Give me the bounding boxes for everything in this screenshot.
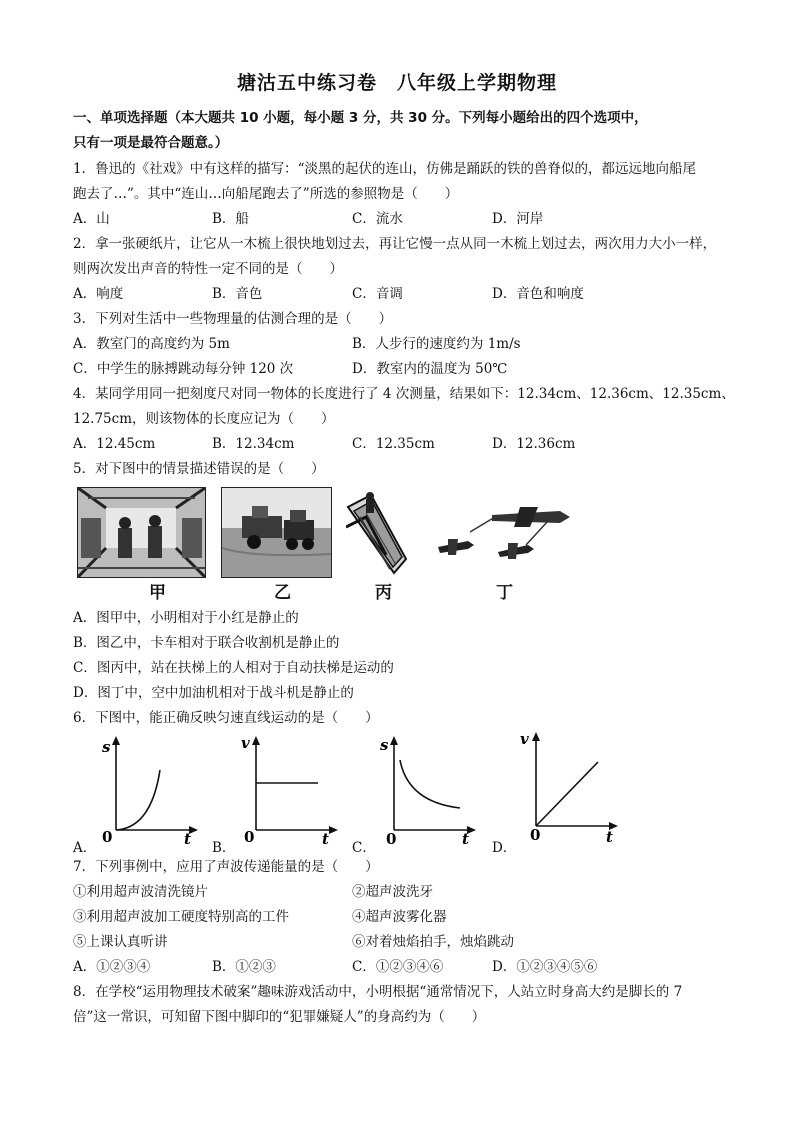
caption-bing: 丙: [375, 583, 392, 603]
q5-option-d: D．图丁中，空中加油机相对于战斗机是静止的: [73, 685, 354, 701]
q6-option-d: D．: [492, 840, 517, 856]
q2-option-b: B．音色: [212, 286, 263, 302]
figure-yi-harvester: [221, 487, 332, 578]
question-1-stem: 1．鲁迅的《社戏》中有这样的描写：“淡黑的起伏的连山，仿佛是踊跃的铁的兽脊似的，都远远地向船尾: [73, 161, 696, 177]
q6-option-b: B．: [212, 840, 236, 856]
q1-option-c: C．流水: [352, 211, 403, 227]
question-1-stem-cont: 跑去了…”。其中“连山…向船尾跑去了”所选的参照物是（ ）: [73, 186, 459, 202]
q7-option-c: C．①②③④⑥: [352, 959, 444, 975]
q3-option-a: A．教室门的高度约为 5m: [73, 336, 230, 352]
caption-jia: 甲: [149, 583, 166, 603]
question-8-stem-cont: 倍”这一常识，可知留下图中脚印的“犯罪嫌疑人”的身高约为（ ）: [73, 1009, 486, 1025]
q6-option-c: C．: [352, 840, 376, 856]
q7-item-5: ⑤上课认真听讲: [73, 934, 168, 950]
q5-option-a: A．图甲中，小明相对于小红是静止的: [73, 610, 299, 626]
q3-option-b: B．人步行的速度约为 1m/s: [352, 336, 521, 352]
graph-b-vt-constant: [236, 730, 341, 845]
q7-option-d: D．①②③④⑤⑥: [492, 959, 598, 975]
q7-item-1: ①利用超声波清洗镜片: [73, 884, 208, 900]
question-3-stem: 3．下列对生活中一些物理量的估测合理的是（ ）: [73, 311, 393, 327]
figure-jia-train-interior: [77, 487, 206, 578]
section-heading-cont: 只有一项是最符合题意。）: [73, 135, 229, 151]
graph-c-y-label: s: [380, 736, 389, 754]
q7-item-2: ②超声波洗牙: [352, 884, 433, 900]
question-2-stem-cont: 则两次发出声音的特性一定不同的是（ ）: [73, 261, 343, 277]
figure-ding-aerial-refueling: [430, 497, 580, 567]
graph-c-origin: 0: [386, 830, 397, 845]
q2-option-a: A．响度: [73, 286, 124, 302]
q5-option-c: C．图丙中，站在扶梯上的人相对于自动扶梯是运动的: [73, 660, 394, 676]
q7-option-a: A．①②③④: [73, 959, 151, 975]
graph-a-origin: 0: [102, 828, 113, 845]
q2-option-d: D．音色和响度: [492, 286, 584, 302]
q6-option-a: A．: [73, 840, 97, 856]
graph-c-x-label: t: [462, 830, 469, 845]
question-6-stem: 6．下图中，能正确反映匀速直线运动的是（ ）: [73, 710, 379, 726]
question-5-stem: 5．对下图中的情景描述错误的是（ ）: [73, 461, 325, 477]
graph-b-origin: 0: [244, 828, 255, 845]
graph-d-x-label: t: [606, 828, 613, 843]
graph-d-vt-increasing: [516, 726, 621, 843]
q7-item-3: ③利用超声波加工硬度特别高的工件: [73, 909, 289, 925]
graph-a-st-curve: [96, 730, 201, 845]
question-4-stem-cont: 12.75cm，则该物体的长度应记为（ ）: [73, 411, 335, 427]
q3-option-c: C．中学生的脉搏跳动每分钟 120 次: [73, 361, 294, 377]
question-4-stem: 4．某同学用同一把刻度尺对同一物体的长度进行了 4 次测量，结果如下：12.34cm、12.36cm、12.35cm、: [73, 386, 735, 402]
question-7-stem: 7．下列事例中，应用了声波传递能量的是（ ）: [73, 859, 379, 875]
q1-option-d: D．河岸: [492, 211, 544, 227]
q3-option-d: D．教室内的温度为 50℃: [352, 361, 508, 377]
q7-option-b: B．①②③: [212, 959, 276, 975]
question-8-stem: 8．在学校“运用物理技术破案”趣味游戏活动中，小明根据“通常情况下，人站立时身高大约是脚长的 7: [73, 984, 683, 1000]
q7-item-6: ⑥对着烛焰拍手，烛焰跳动: [352, 934, 514, 950]
graph-b-x-label: t: [322, 830, 329, 845]
caption-ding: 丁: [496, 583, 513, 603]
q2-option-c: C．音调: [352, 286, 403, 302]
q1-option-a: A．山: [73, 211, 110, 227]
q5-option-b: B．图乙中，卡车相对于联合收割机是静止的: [73, 635, 340, 651]
graph-b-y-label: v: [241, 734, 250, 752]
q4-option-c: C．12.35cm: [352, 436, 435, 452]
q4-option-a: A．12.45cm: [73, 436, 156, 452]
graph-c-st-decreasing: [374, 730, 479, 845]
q7-item-4: ④超声波雾化器: [352, 909, 447, 925]
page-title: 塘沽五中练习卷 八年级上学期物理: [236, 72, 557, 94]
graph-d-y-label: v: [520, 730, 529, 748]
q4-option-b: B．12.34cm: [212, 436, 295, 452]
question-2-stem: 2．拿一张硬纸片，让它从一木梳上很快地划过去，再让它慢一点从同一木梳上划过去，两次用力大小一样，: [73, 236, 717, 252]
q1-option-b: B．船: [212, 211, 249, 227]
section-heading: 一、单项选择题（本大题共 10 小题，每小题 3 分，共 30 分。下列每小题给出的四个选项中，: [73, 110, 648, 126]
q4-option-d: D．12.36cm: [492, 436, 576, 452]
figure-bing-escalator: [346, 487, 416, 576]
graph-a-y-label: s: [102, 738, 111, 756]
caption-yi: 乙: [274, 583, 291, 603]
graph-a-x-label: t: [184, 830, 191, 845]
graph-d-origin: 0: [530, 826, 541, 843]
